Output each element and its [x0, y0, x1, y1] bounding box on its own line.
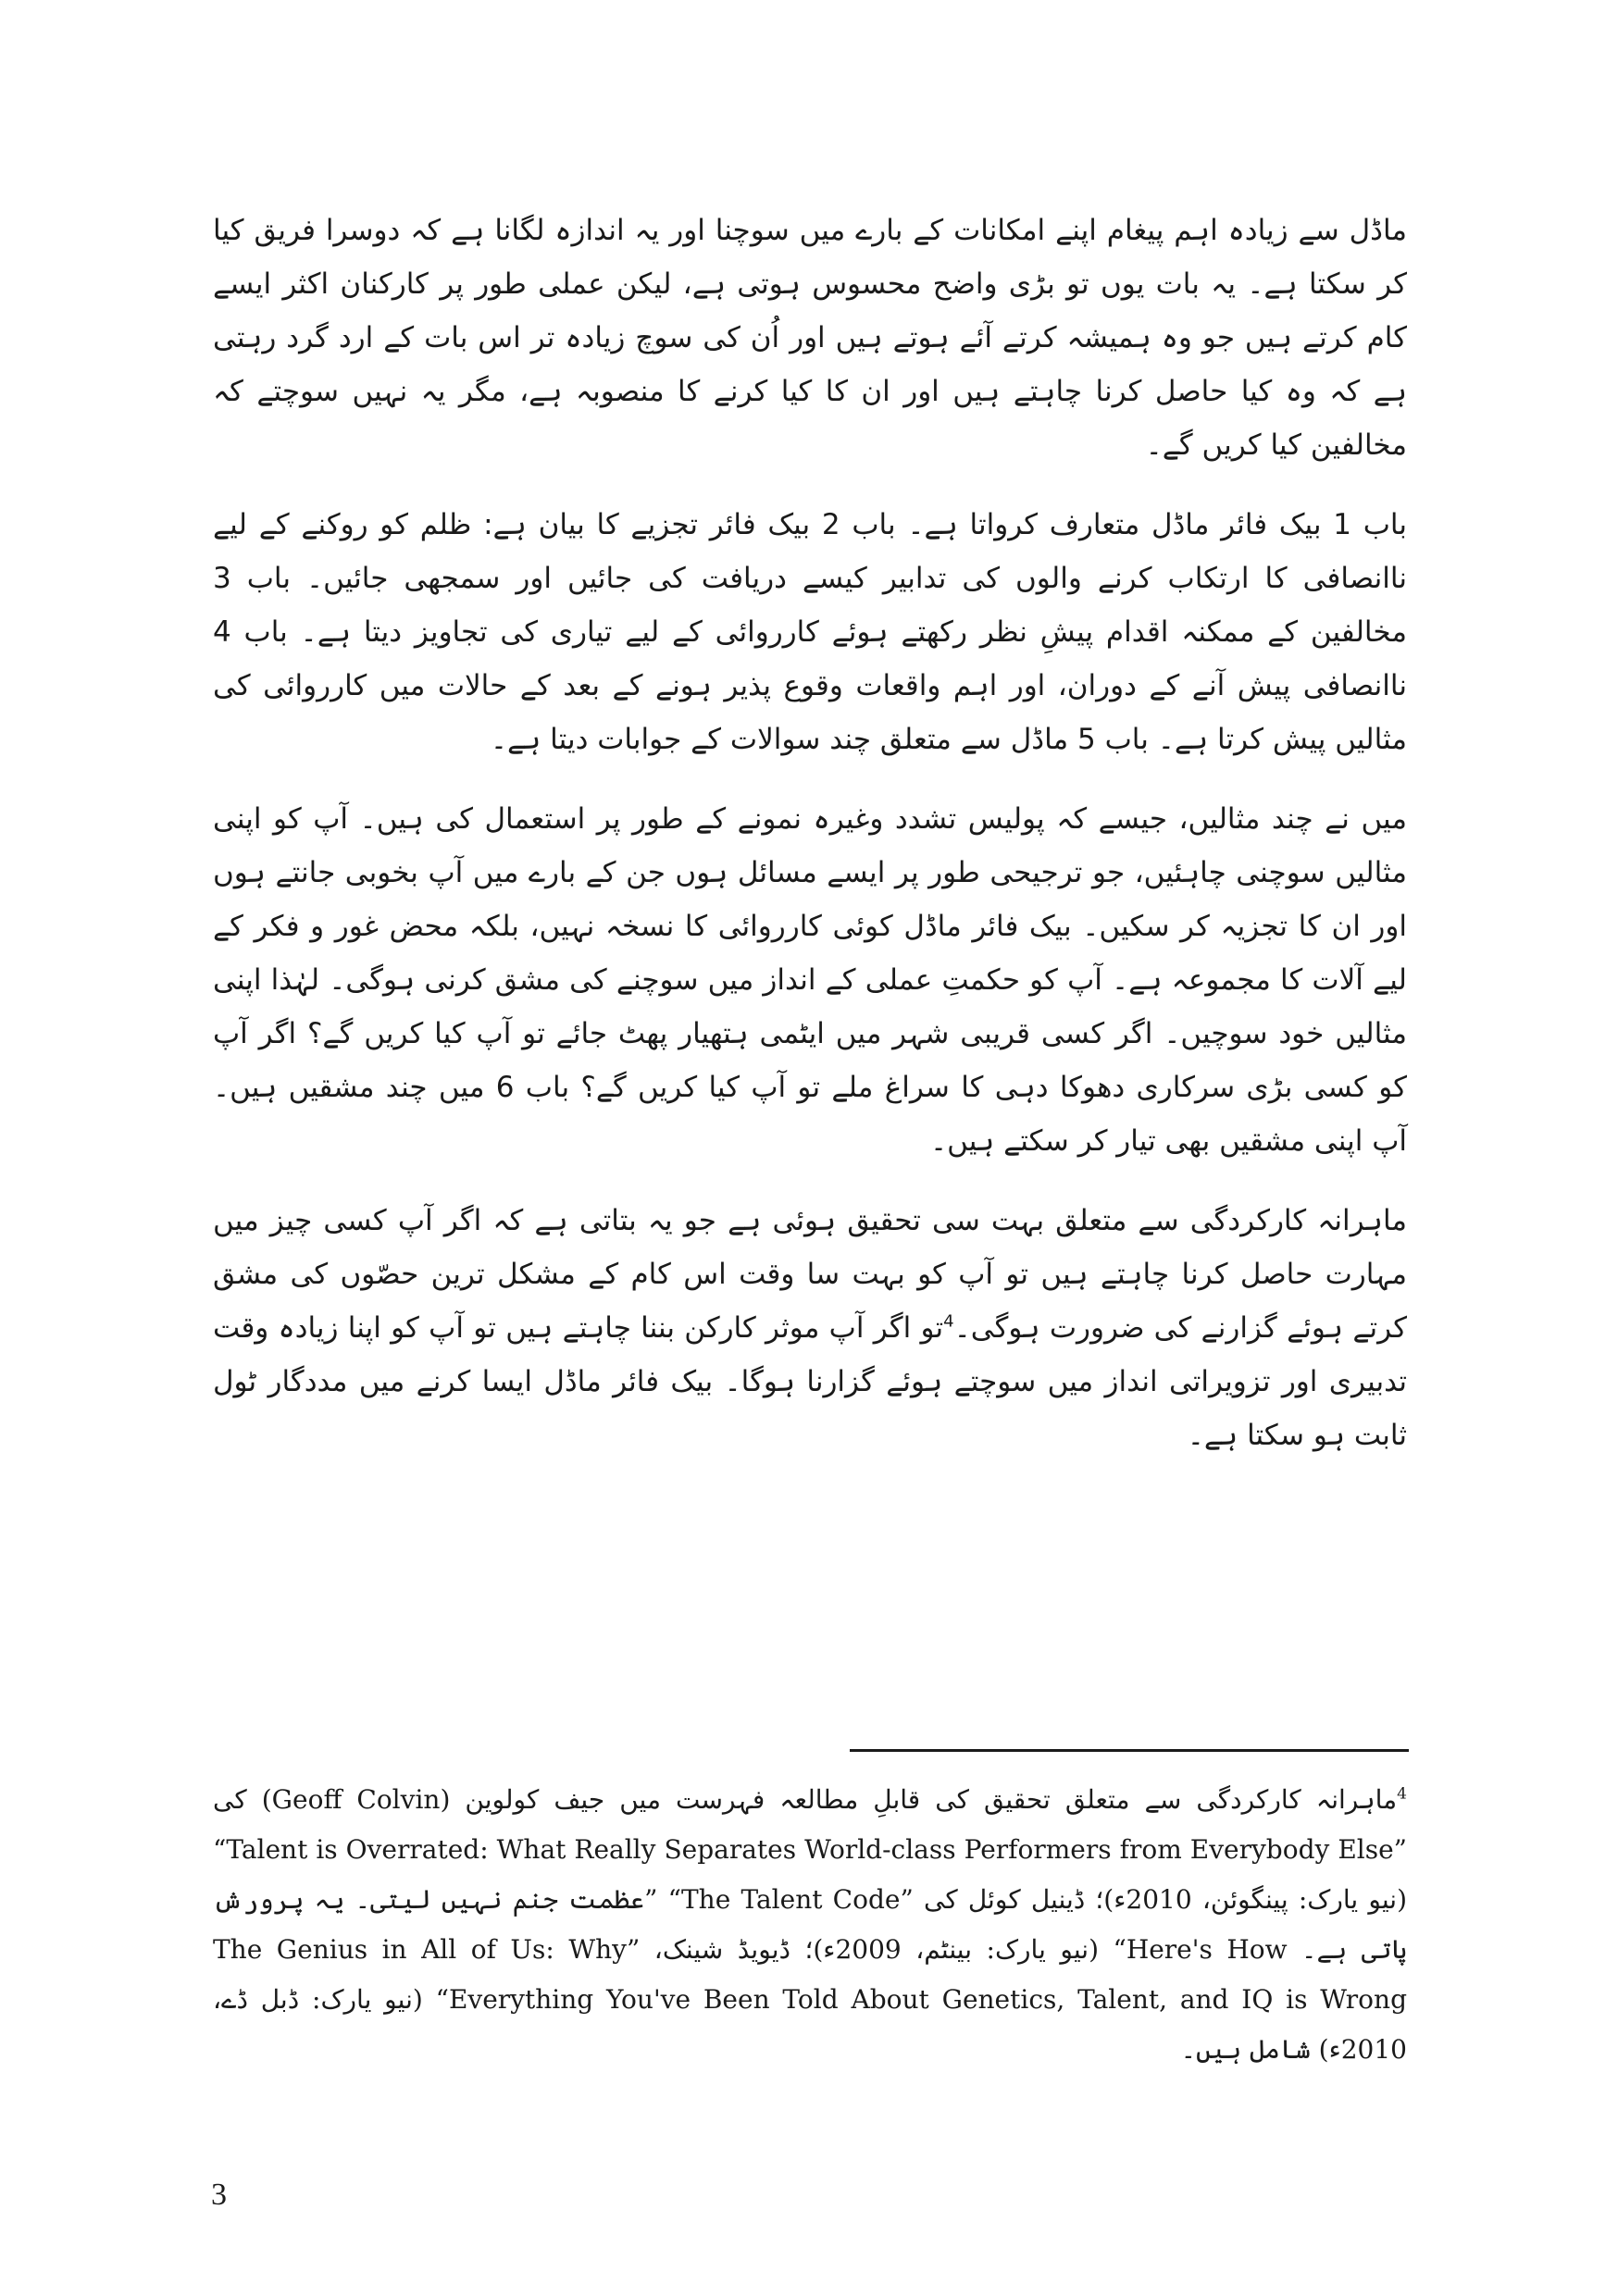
paragraph-1: ماڈل سے زیادہ اہم پیغام اپنے امکانات کے بارے میں سوچنا اور یہ اندازہ لگانا ہے کہ دوسرا فریق کیا کر سکتا ہے۔ یہ بات یوں تو بڑی واضح محسوس ہوتی ہے، لیکن عملی طور پر کارکنان اکثر ایسے کام کرتے ہیں جو وہ ہمیشہ کرتے آئے ہوتے ہیں اور اُن کی سوچ زیادہ تر اس بات کے ارد گرد رہتی ہے کہ وہ کیا حاصل کرنا چاہتے ہیں اور ان کا کیا کرنے کا منصوبہ ہے، مگر یہ نہیں سوچتے کہ مخالفین کیا کریں گے۔ — [213, 214, 1407, 462]
paragraph-4 — [213, 1194, 1407, 1462]
footnote-text: ماہرانہ کارکردگی سے متعلق تحقیق کی قابلِ مطالعہ فہرست میں جیف کولوین (Geoff Colvin) کی ”Talent is Overrated: What Really Separates World-class Performers from Everybody Else“ (نیو یارک: پینگوئن، 2010ء)؛ ڈینیل کوئل کی ”The Talent Code“ ”عظمت جنم نہیں لیتی۔ یہ پرورش پاتی ہے۔ Here's How“ (نیو یارک: بینٹم، 2009ء)؛ ڈیویڈ شینک، ”The Genius in All of Us: Why Everything You've Been Told About Genetics, Talent, and IQ is Wrong“ (نیو یارک: ڈبل ڈے، 2010ء) شامل ہیں۔ — [213, 1784, 1408, 2065]
paragraph-2: باب 1 بیک فائر ماڈل متعارف کرواتا ہے۔ باب 2 بیک فائر تجزیے کا بیان ہے: ظلم کو روکنے کے لیے ناانصافی کا ارتکاب کرنے والوں کی تدابیر کیسے دریافت کی جائیں اور سمجھی جائیں۔ باب 3 مخالفین کے ممکنہ اقدام پیشِ نظر رکھتے ہوئے کارروائی کے لیے تیاری کی تجاویز دیتا ہے۔ باب 4 ناانصافی پیش آنے کے دوران، اور اہم واقعات وقوع پذیر ہونے کے بعد کے حالات میں کارروائی کی مثالیں پیش کرتا ہے۔ باب 5 ماڈل سے متعلق چند سوالات کے جوابات دیتا ہے۔ — [213, 508, 1407, 756]
paragraph-4-text-before: ماہرانہ کارکردگی سے متعلق بہت سی تحقیق ہوئی ہے جو یہ بتاتی ہے کہ اگر آپ کسی چیز میں مہارت حاصل کرنا چاہتے ہیں تو آپ کو بہت سا وقت اس کام کے مشکل ترین حصّوں کی مشق کرتے ہوئے گزارنے کی ضرورت ہوگی۔ — [213, 1204, 1407, 1345]
paragraph-4-text-after: تو اگر آپ موثر کارکن بننا چاہتے ہیں تو آپ کو اپنا زیادہ وقت تدبیری اور تزویراتی انداز میں سوچتے ہوئے گزارنا ہوگا۔ بیک فائر ماڈل ایسا کرنے میں مددگار ٹول ثابت ہو سکتا ہے۔ — [213, 1311, 1407, 1452]
paragraph-3: میں نے چند مثالیں، جیسے کہ پولیس تشدد وغیرہ نمونے کے طور پر استعمال کی ہیں۔ آپ کو اپنی مثالیں سوچنی چاہئیں، جو ترجیحی طور پر ایسے مسائل ہوں جن کے بارے میں آپ بخوبی جانتے ہوں اور ان کا تجزیہ کر سکیں۔ بیک فائر ماڈل کوئی کارروائی کا نسخہ نہیں، بلکہ محض غور و فکر کے لیے آلات کا مجموعہ ہے۔ آپ کو حکمتِ عملی کے انداز میں سوچنے کی مشق کرنی ہوگی۔ لہٰذا اپنی مثالیں خود سوچیں۔ اگر کسی قریبی شہر میں ایٹمی ہتھیار پھٹ جائے تو آپ کیا کریں گے؟ اگر آپ کو کسی بڑی سرکاری دھوکا دہی کا سراغ ملے تو آپ کیا کریں گے؟ باب 6 میں چند مشقیں ہیں۔ آپ اپنی مشقیں بھی تیار کر سکتے ہیں۔ — [213, 802, 1407, 1158]
footnote-separator — [850, 1749, 1409, 1752]
footnote-reference[interactable]: 4 — [943, 1311, 954, 1332]
footnote-marker: 4 — [1397, 1784, 1407, 1804]
footnote — [213, 1775, 1407, 2075]
body-text — [213, 204, 1407, 1488]
footnote-paragraph — [213, 1775, 1407, 2075]
page-number: 3 — [211, 2178, 227, 2212]
